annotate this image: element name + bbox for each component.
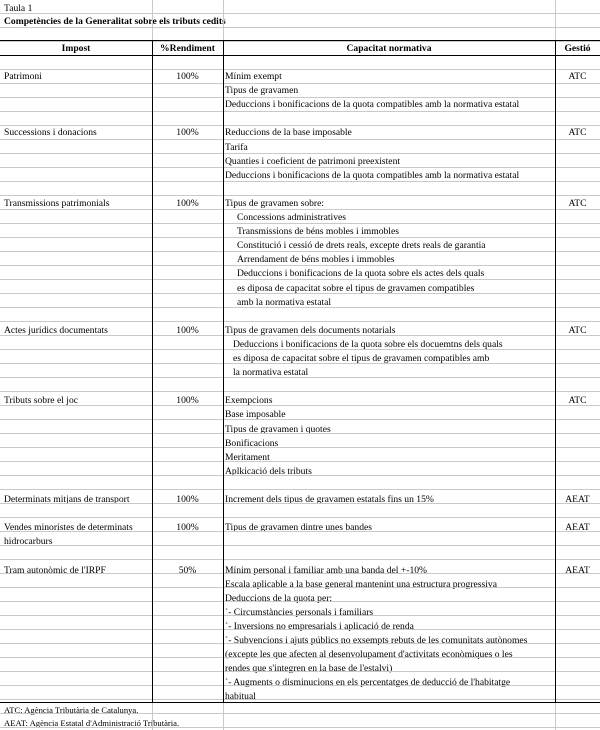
grid-row-line [0, 223, 600, 224]
tax-name: Patrimoni [4, 71, 42, 82]
grid-row-line [0, 307, 600, 308]
grid-row-line [0, 503, 600, 504]
grid-row-line [0, 125, 600, 126]
capacitat-line: es diposa de capacitat sobre el tipus de gravamen compatibles amb [233, 353, 490, 364]
grid-row-line [0, 629, 600, 630]
column-border [152, 40, 153, 702]
tax-rendiment: 100% [176, 324, 199, 336]
tax-gestio: AEAT [565, 494, 590, 505]
grid-row-line [0, 587, 600, 588]
grid-row-line [0, 265, 600, 266]
capacitat-line: Bonificacions [225, 437, 279, 449]
tax-name: Successions i donacions [4, 127, 97, 139]
capacitat-line: Mínim exempt [225, 71, 282, 82]
capacitat-line: Transmissions de béns mobles i immobles [237, 226, 399, 238]
grid-row-line [0, 251, 600, 252]
tax-rendiment: 100% [176, 71, 199, 82]
capacitat-line: (excepte les que afecten al desenvolupament d'activitats econòmiques o les [225, 649, 513, 661]
footnote: AEAT: Agència Estatal d'Administració Tributària. [4, 718, 180, 728]
grid-row-line [0, 139, 600, 140]
grid-row-line [0, 671, 600, 672]
capacitat-line: Tipus de gravamen dintre unes bandes [225, 522, 372, 534]
tax-gestio: ATC [568, 71, 587, 82]
capacitat-line: `- Inversions no empresarials i aplicació de renda [225, 620, 414, 632]
capacitat-line: Mínim personal i familiar amb una banda del +-10% [225, 564, 428, 576]
tax-gestio: AEAT [565, 564, 590, 576]
capacitat-line: la normativa estatal [233, 367, 309, 379]
capacitat-line: Tipus de gravamen sobre: [225, 197, 325, 209]
grid-row-line [0, 531, 600, 532]
grid-row-line [0, 97, 600, 98]
capacitat-line: Concessions administratives [237, 212, 346, 223]
capacitat-line: Deduccions i bonificacions de la quota sobre els actes dels quals [237, 268, 485, 280]
capacitat-line: Increment dels tipus de gravamen estatals fins un 15% [225, 494, 434, 505]
footnote: ATC: Agència Tributària de Catalunya. [4, 705, 139, 715]
header-gestio: Gestió [564, 43, 591, 54]
capacitat-line: Quanties i coeficient de patrimoni preexistent [225, 155, 401, 167]
grid-row-line [0, 615, 600, 616]
table-label: Taula 1 [4, 3, 33, 14]
capacitat-line: Exempcions [225, 395, 273, 407]
grid-row-line [0, 69, 600, 70]
capacitat-line: rendes que s'integren en la base de l'estalvi) [225, 663, 393, 675]
capacitat-line: `- Augments o disminucions en els percentatges de deducció de l'habitatge [225, 677, 511, 689]
capacitat-line: amb la normativa estatal [237, 296, 332, 308]
grid-row-line [0, 461, 600, 462]
capacitat-line: Constitució i cessió de drets reals, excepte drets reals de garantia [237, 240, 486, 252]
tax-name: Transmissions patrimonials [4, 197, 110, 209]
grid-row-line [0, 335, 600, 336]
tax-name: Determinats mitjans de transport [4, 494, 130, 505]
grid-row-line [0, 209, 600, 210]
tax-name: hidrocarburs [4, 536, 53, 548]
capacitat-line: Deduccions i bonificacions de la quota sobre els docuemtns dels quals [233, 338, 503, 350]
capacitat-line: Base imposable [225, 409, 286, 421]
column-border [223, 40, 224, 702]
grid-row-line [0, 41, 600, 42]
grid-row-line [0, 363, 600, 364]
grid-row-line [0, 699, 600, 700]
grid-row-line [0, 195, 600, 196]
grid-row-line [0, 13, 600, 14]
tax-gestio: ATC [568, 197, 587, 209]
tax-gestio: ATC [568, 395, 587, 407]
tax-rendiment: 100% [176, 197, 199, 209]
grid-row-line [0, 713, 600, 714]
grid-row-line [0, 573, 600, 574]
grid-row-line [0, 321, 600, 322]
capacitat-line: Deduccions i bonificacions de la quota compatibles amb la normativa estatal [225, 99, 520, 111]
column-border [555, 40, 556, 702]
grid-row-line [0, 489, 600, 490]
grid-row-line [0, 237, 600, 238]
capacitat-line: `- Circumstàncies personals i familiars [225, 606, 374, 618]
capacitat-line: `- Subvencions i ajuts públics no exsempts rebuts de les comunitats autònomes [225, 635, 528, 646]
tax-gestio: ATC [568, 127, 587, 139]
table-border-bottom [0, 702, 600, 703]
tax-gestio: AEAT [565, 522, 590, 534]
header-capacitat: Capacitat normativa [346, 43, 432, 54]
tax-gestio: ATC [568, 324, 587, 336]
grid-row-line [0, 349, 600, 350]
header-border-bottom [0, 55, 600, 56]
grid-row-line [0, 545, 600, 546]
capacitat-line: Tipus de gravamen dels documents notarials [225, 324, 396, 336]
grid-row-line [0, 447, 600, 448]
grid-row-line [0, 279, 600, 280]
tax-name: Tributs sobre el joc [4, 395, 78, 407]
grid-row-line [0, 83, 600, 84]
tax-rendiment: 50% [178, 564, 197, 576]
grid-row-line [0, 391, 600, 392]
tax-name: Vendes minoristes de determinats [4, 522, 133, 534]
grid-row-line [0, 727, 600, 728]
header-rendiment: %Rendiment [160, 43, 215, 54]
tax-rendiment: 100% [176, 494, 199, 505]
tax-name: Tram autonòmic de l'IRPF [4, 564, 106, 576]
grid-row-line [0, 167, 600, 168]
grid-row-line [0, 517, 600, 518]
capacitat-line: Reduccions de la base imposable [225, 127, 352, 139]
capacitat-line: Arrendament de béns mobles i immobles [237, 254, 395, 266]
grid-row-line [0, 419, 600, 420]
header-border-top [0, 40, 600, 41]
capacitat-line: es diposa de capacitat sobre el tipus de gravamen compatibles [237, 282, 475, 294]
capacitat-line: Escala aplicable a la base general mantenint una estructura progressiva [225, 578, 497, 590]
capacitat-line: Meritament [225, 451, 270, 463]
capacitat-line: Tipus de gravamen [225, 85, 299, 97]
grid-row-line [0, 405, 600, 406]
tax-rendiment: 100% [176, 127, 199, 139]
capacitat-line: Tarifa [225, 141, 248, 153]
grid-row-line [0, 153, 600, 154]
grid-row-line [0, 293, 600, 294]
grid-row-line [0, 27, 600, 28]
grid-row-line [0, 657, 600, 658]
grid-row-line [0, 685, 600, 686]
grid-row-line [0, 601, 600, 602]
grid-row-line [0, 181, 600, 182]
grid-row-line [0, 433, 600, 434]
grid-row-line [0, 475, 600, 476]
grid-row-line [0, 377, 600, 378]
grid-row-line [0, 643, 600, 644]
capacitat-line: Tipus de gravamen i quotes [225, 423, 331, 435]
header-impost: Impost [61, 43, 91, 54]
capacitat-line: habitual [225, 691, 256, 703]
capacitat-line: Aplkicació dels tributs [225, 465, 312, 477]
grid-row-line [0, 111, 600, 112]
capacitat-line: Deduccions i bonificacions de la quota compatibles amb la normativa estatal [225, 169, 520, 181]
tax-rendiment: 100% [176, 395, 199, 407]
grid-row-line [0, 559, 600, 560]
tax-rendiment: 100% [176, 522, 199, 534]
capacitat-line: Deduccions de la quota per: [225, 592, 333, 604]
tax-name: Actes jurídics documentats [4, 324, 108, 336]
table-title: Competències de la Generalitat sobre els tributs cedits [4, 16, 226, 27]
